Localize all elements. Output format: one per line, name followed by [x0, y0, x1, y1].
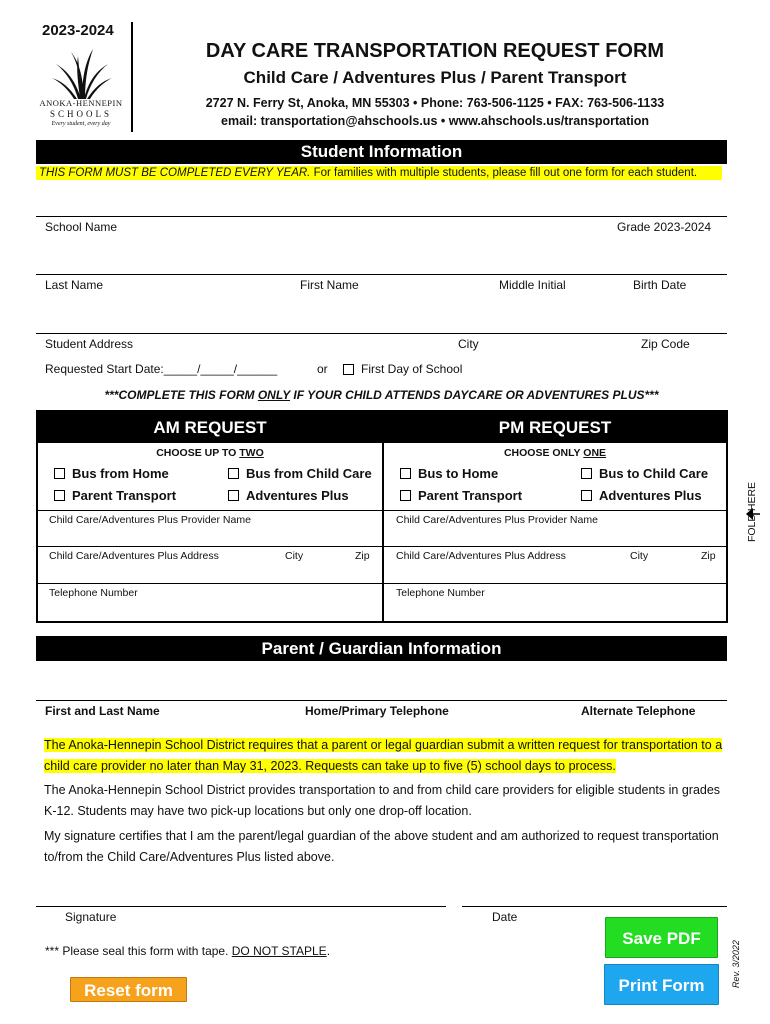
- birth-date-label: Birth Date: [633, 278, 687, 292]
- am-option-label: Bus from Child Care: [246, 466, 372, 481]
- parent-phone-label: Home/Primary Telephone: [305, 704, 449, 718]
- school-name-line[interactable]: [36, 216, 727, 217]
- revision-label: Rev. 3/2022: [731, 940, 741, 988]
- form-subtitle: Child Care / Adventures Plus / Parent Transport: [243, 68, 627, 87]
- am-adventures-plus-checkbox[interactable]: [228, 488, 349, 503]
- checkbox-box[interactable]: [54, 468, 65, 479]
- am-bus-from-home-checkbox[interactable]: [54, 466, 169, 481]
- checkbox-box[interactable]: [400, 490, 411, 501]
- date-label: Date: [492, 910, 518, 924]
- deadline-text: The Anoka-Hennepin School District requires that a parent or legal guardian submit a written request for transportation to a child care provider no later than May 31, 2023. Requests can take up to five (5) school days to process.: [44, 738, 723, 773]
- seal-pre: *** Please seal this form with tape.: [45, 944, 232, 958]
- middle-initial-label: Middle Initial: [499, 278, 566, 292]
- pm-choose-note: [384, 447, 726, 459]
- pm-choose-pre: CHOOSE ONLY: [503, 447, 584, 459]
- pm-option-label: Parent Transport: [418, 488, 523, 503]
- am-parent-transport-checkbox[interactable]: [54, 488, 176, 503]
- contact-email: email: transportation@ahschools.us • www.ahschools.us/transportation: [221, 114, 649, 128]
- student-info-heading: Student Information: [36, 140, 727, 164]
- am-zip-label: Zip: [355, 550, 370, 562]
- first-day-checkbox[interactable]: [343, 362, 462, 376]
- am-choose-pre: CHOOSE UP TO: [156, 447, 240, 459]
- parent-name-label: First and Last Name: [45, 704, 160, 718]
- pm-address-field[interactable]: Child Care/Adventures Plus Address: [396, 550, 566, 562]
- am-provider-field[interactable]: Child Care/Adventures Plus Provider Name: [49, 514, 251, 526]
- pm-adventures-plus-checkbox[interactable]: [581, 488, 702, 503]
- form-year: 2023-2024: [42, 22, 114, 39]
- first-day-label: First Day of School: [361, 362, 463, 376]
- save-pdf-button[interactable]: Save PDF: [605, 917, 718, 958]
- pm-option-label: Adventures Plus: [599, 488, 702, 503]
- provider-row-top: [38, 510, 726, 511]
- logo-tagline: Every student, every day: [51, 121, 111, 127]
- address-line[interactable]: [36, 333, 727, 334]
- signature-label: Signature: [65, 910, 117, 924]
- header-divider: [131, 22, 133, 132]
- am-bus-from-child-care-checkbox[interactable]: [228, 466, 372, 481]
- seal-post: .: [326, 944, 331, 958]
- logo-text-district: ANOKA-HENNEPIN: [39, 98, 123, 108]
- eligibility-paragraph: The Anoka-Hennepin School District provides transportation to and from child care providers for eligible students in grades K-12. Students may have two pick-up locations but only one drop-off location.: [44, 783, 721, 818]
- start-date-field[interactable]: Requested Start Date:_____/_____/______: [45, 362, 278, 376]
- signature-line[interactable]: [36, 906, 446, 907]
- pm-city-label: City: [630, 550, 649, 562]
- checkbox-box[interactable]: [581, 490, 592, 501]
- zip-label: Zip Code: [641, 337, 690, 351]
- am-option-label: Bus from Home: [72, 466, 169, 481]
- complete-only-note: [36, 388, 727, 402]
- parent-alt-phone-label: Alternate Telephone: [581, 704, 696, 718]
- note-pre: ***COMPLETE THIS FORM: [104, 388, 258, 402]
- checkbox-box[interactable]: [400, 468, 411, 479]
- am-pm-divider: [382, 412, 384, 621]
- am-choose-em: TWO: [239, 447, 264, 459]
- or-label: or: [317, 362, 328, 376]
- phone-row-top: [38, 583, 726, 584]
- first-name-label: First Name: [300, 278, 359, 292]
- form-title: DAY CARE TRANSPORTATION REQUEST FORM: [205, 40, 665, 62]
- am-city-label: City: [285, 550, 304, 562]
- checkbox-box[interactable]: [54, 490, 65, 501]
- reset-form-button[interactable]: Reset form: [70, 977, 187, 1002]
- yearly-notice-rest: For families with multiple students, please fill out one form for each student.: [310, 167, 698, 179]
- checkbox-box[interactable]: [228, 490, 239, 501]
- am-option-label: Adventures Plus: [246, 488, 349, 503]
- pm-option-label: Bus to Home: [418, 466, 499, 481]
- city-label: City: [458, 337, 479, 351]
- pm-zip-label: Zip: [701, 550, 716, 562]
- date-line[interactable]: [462, 906, 727, 907]
- pm-bus-to-home-checkbox[interactable]: [400, 466, 498, 481]
- am-option-label: Parent Transport: [72, 488, 177, 503]
- checkbox-box[interactable]: [228, 468, 239, 479]
- pm-bus-to-child-care-checkbox[interactable]: [581, 466, 708, 481]
- name-line[interactable]: [36, 274, 727, 275]
- fold-here-label: FOLD HERE: [746, 481, 758, 543]
- yearly-notice-italic: THIS FORM MUST BE COMPLETED EVERY YEAR.: [39, 167, 311, 179]
- am-request-heading: AM REQUEST: [38, 412, 382, 443]
- pm-request-heading: PM REQUEST: [384, 412, 726, 443]
- checkbox-box[interactable]: [581, 468, 592, 479]
- student-address-label: Student Address: [45, 337, 134, 351]
- certification-paragraph: My signature certifies that I am the parent/legal guardian of the above student and am authorized to request transportation to/from the Child Care/Adventures Plus listed above.: [44, 829, 719, 864]
- yearly-notice: [36, 166, 722, 180]
- pm-choose-em: ONE: [583, 447, 607, 459]
- note-only: ONLY: [257, 388, 291, 402]
- pm-provider-field[interactable]: Child Care/Adventures Plus Provider Name: [396, 514, 598, 526]
- am-choose-note: [38, 447, 382, 459]
- parent-info-heading: Parent / Guardian Information: [36, 636, 727, 661]
- print-form-button[interactable]: Print Form: [604, 964, 719, 1005]
- contact-address: 2727 N. Ferry St, Anoka, MN 55303 • Phone: 763-506-1125 • FAX: 763-506-1133: [205, 96, 665, 110]
- last-name-label: Last Name: [45, 278, 104, 292]
- district-logo-icon: [38, 44, 126, 104]
- grade-label: Grade 2023-2024: [617, 220, 712, 234]
- am-phone-field[interactable]: Telephone Number: [49, 587, 138, 599]
- pm-option-label: Bus to Child Care: [599, 466, 709, 481]
- logo-text-schools: SCHOOLS: [49, 109, 112, 119]
- deadline-paragraph: [44, 735, 734, 777]
- school-name-label: School Name: [45, 220, 118, 234]
- note-post: IF YOUR CHILD ATTENDS DAYCARE OR ADVENTURES PLUS***: [290, 388, 659, 402]
- checkbox-box[interactable]: [343, 364, 354, 375]
- address-row-top: [38, 546, 726, 547]
- seal-em: DO NOT STAPLE: [231, 944, 327, 958]
- pm-phone-field[interactable]: Telephone Number: [396, 587, 485, 599]
- parent-name-line[interactable]: [36, 700, 727, 701]
- seal-note: [45, 944, 330, 958]
- pm-parent-transport-checkbox[interactable]: [400, 488, 522, 503]
- am-address-field[interactable]: Child Care/Adventures Plus Address: [49, 550, 219, 562]
